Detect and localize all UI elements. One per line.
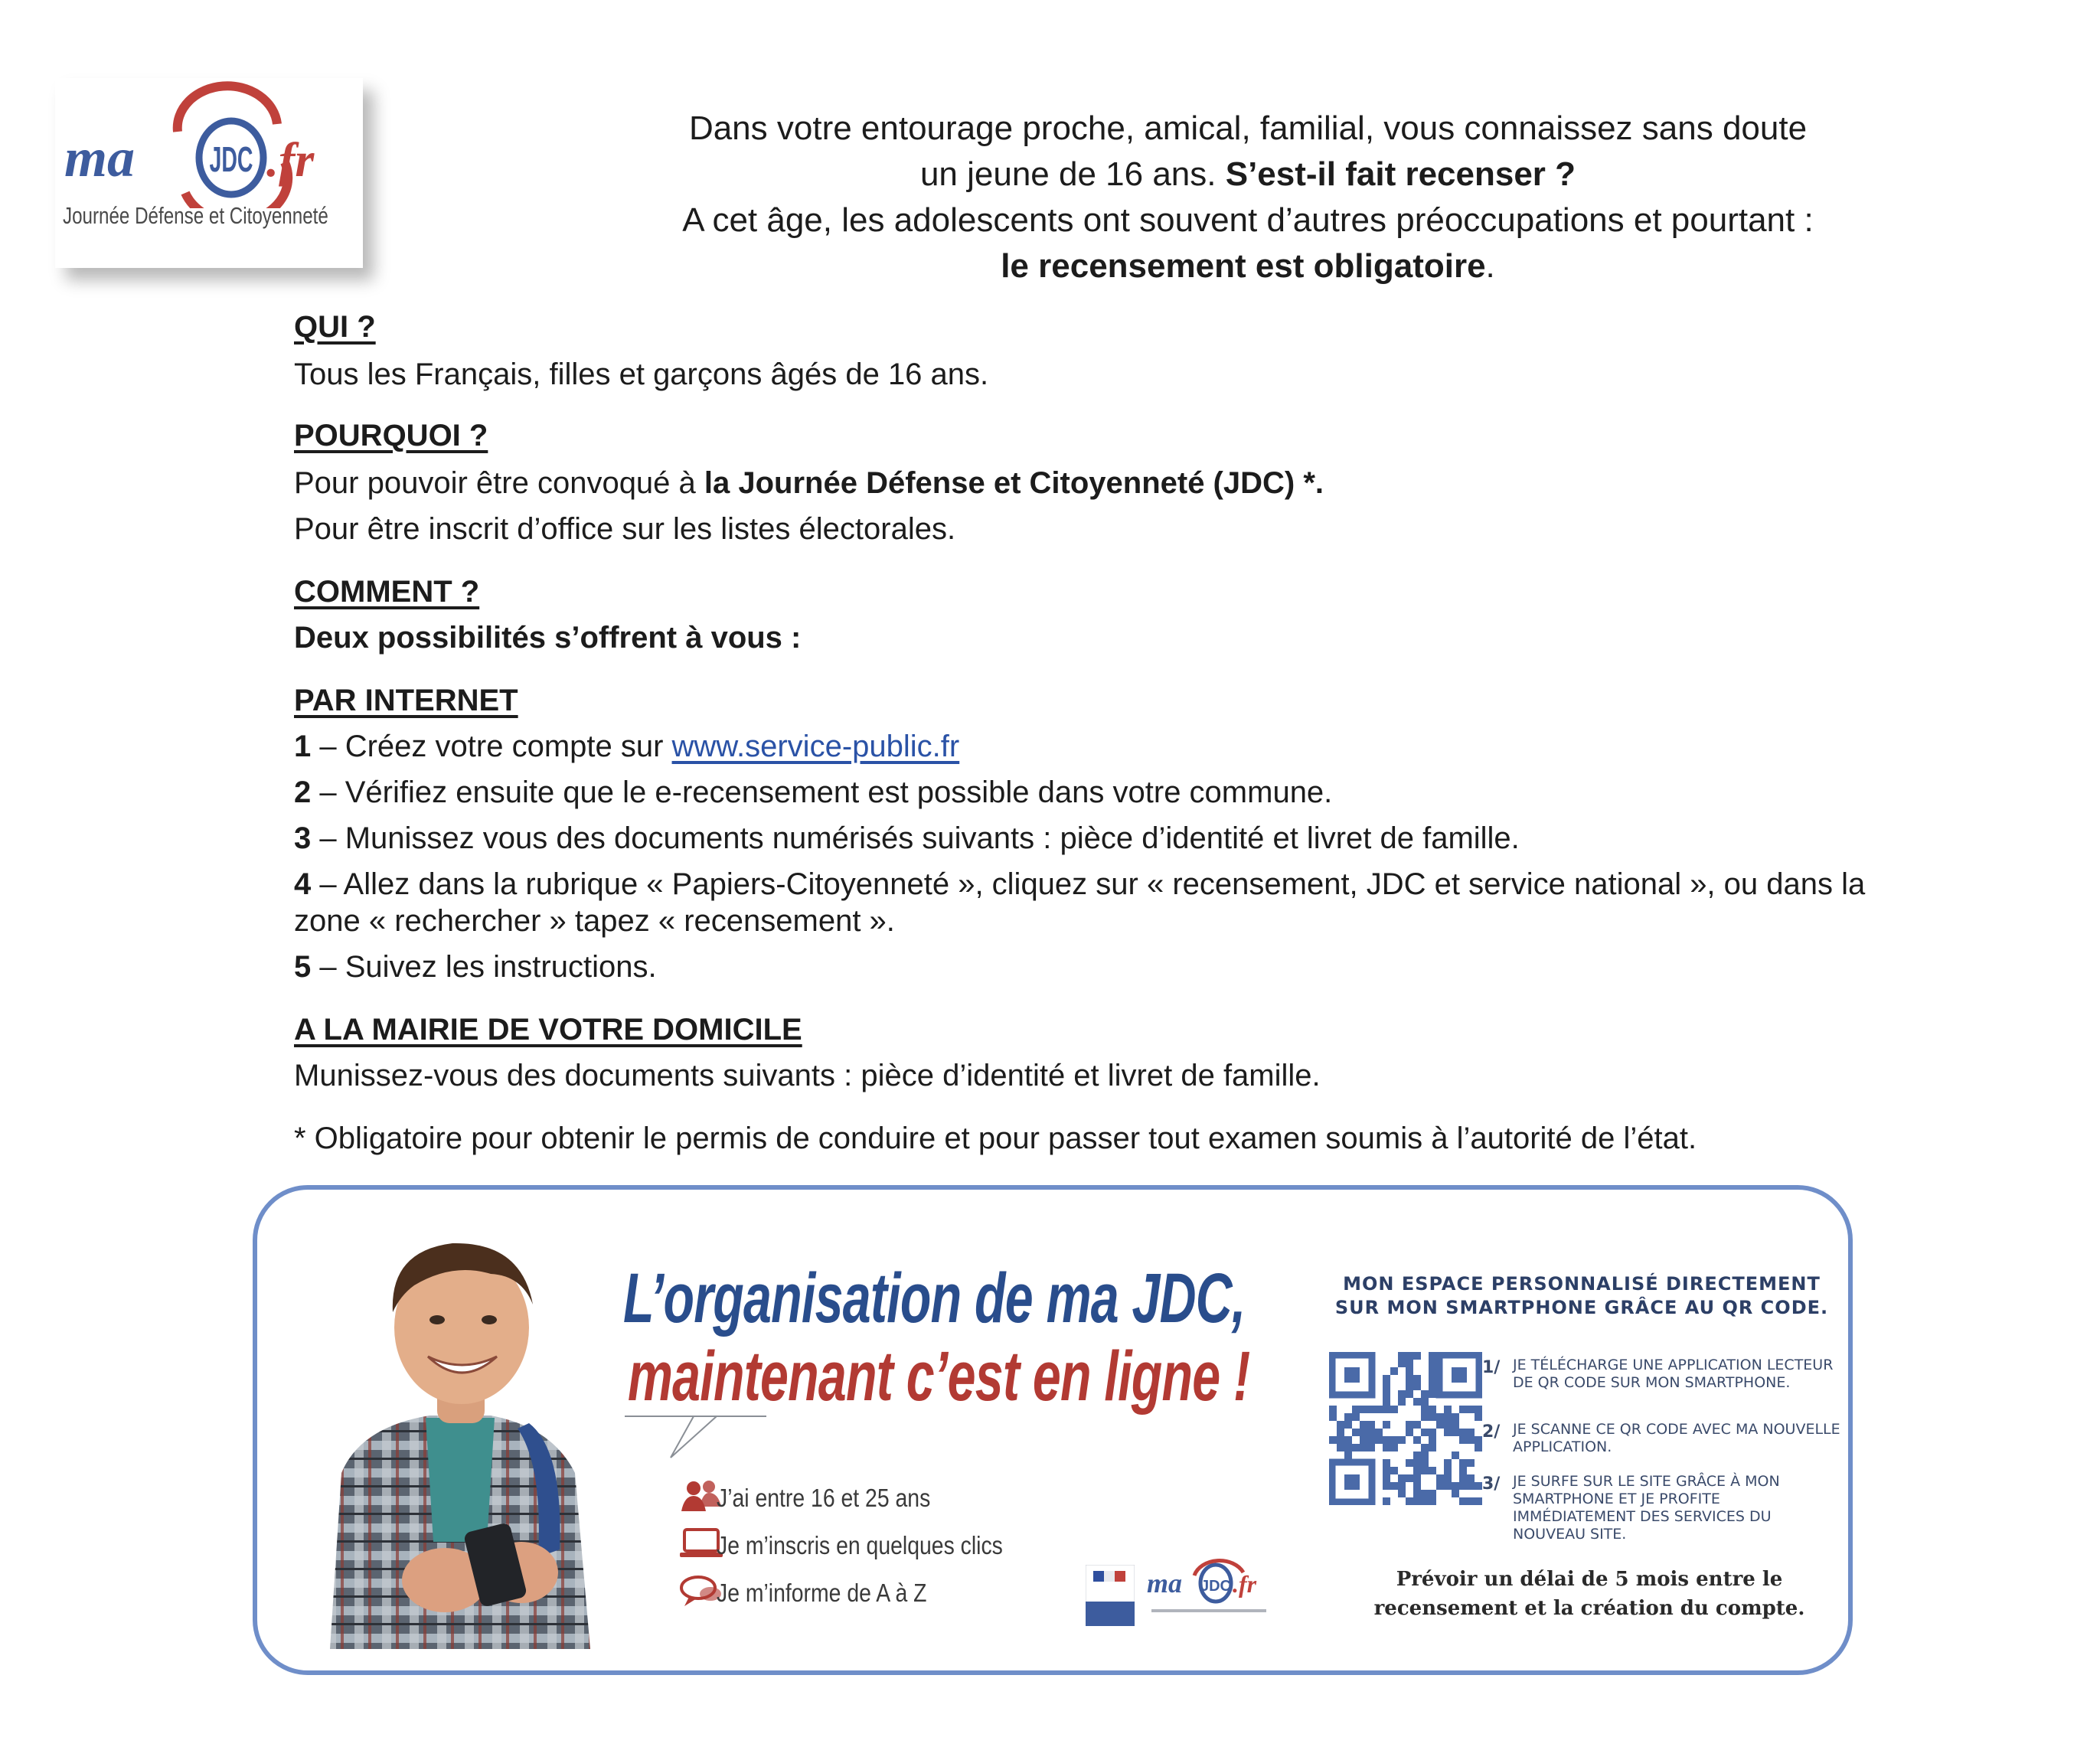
step-number: 5 xyxy=(294,950,312,984)
internet-step-5 xyxy=(294,948,657,986)
intro-line-2 xyxy=(597,152,1899,198)
heading-comment: COMMENT ? xyxy=(294,575,480,609)
step-text: – Vérifiez ensuite que le e-recensement est possible dans votre commune. xyxy=(311,776,1333,809)
internet-step-1 xyxy=(294,727,959,766)
intro-paragraph xyxy=(597,106,1899,289)
intro-line-4-bold: le recensement est obligatoire xyxy=(1001,247,1486,285)
young-man-illustration xyxy=(299,1220,621,1649)
slogan-line-2: maintenant c’est en ligne ! xyxy=(628,1337,1250,1416)
step-text: – Allez dans la rubrique « Papiers-Citoyenneté », cliquez sur « recensement, JDC et service national », ou dans la xyxy=(311,867,1866,901)
heading-mairie: A LA MAIRIE DE VOTRE DOMICILE xyxy=(294,1013,802,1047)
intro-line-4 xyxy=(597,243,1899,289)
logo-brand-mid: JDC xyxy=(209,140,253,180)
pourquoi-line-1 xyxy=(294,464,1324,502)
mairie-text: Munissez-vous des documents suivants : pièce d’identité et livret de famille. xyxy=(294,1059,1321,1092)
qr-code[interactable] xyxy=(1329,1352,1482,1505)
feature-info: Je m’informe de A à Z xyxy=(717,1579,927,1607)
qr-step-3-number: 3/ xyxy=(1482,1474,1501,1494)
step-text: – Suivez les instructions. xyxy=(311,950,657,984)
step-text: – Munissez vous des documents numérisés suivants : pièce d’identité et livret de famille. xyxy=(311,821,1520,855)
feature-age: J’ai entre 16 et 25 ans xyxy=(717,1484,931,1512)
step-text: – Créez votre compte sur xyxy=(311,730,672,763)
step-number: 2 xyxy=(294,776,312,809)
internet-step-4 xyxy=(294,865,1865,903)
intro-line-3: A cet âge, les adolescents ont souvent d’autres préoccupations et pourtant : xyxy=(682,201,1814,239)
slogan-line-1: L’organisation de ma JDC, xyxy=(623,1259,1246,1337)
speech-bubble-tail xyxy=(625,1415,778,1461)
qr-step-2-number: 2/ xyxy=(1482,1422,1501,1442)
qr-step-2-text: JE SCANNE CE QR CODE AVEC MA NOUVELLE APPLICATION. xyxy=(1513,1421,1840,1455)
logo-brand-left: ma xyxy=(64,127,136,188)
qr-title xyxy=(1314,1272,1850,1320)
step-number: 4 xyxy=(294,867,312,901)
intro-line-2-plain: un jeune de 16 ans. xyxy=(919,155,1226,193)
heading-qui: QUI ? xyxy=(294,310,376,344)
comment-text: Deux possibilités s’offrent à vous : xyxy=(294,621,802,655)
small-logo-right: .fr xyxy=(1233,1570,1257,1598)
pourquoi-line-1-bold: la Journée Défense et Citoyenneté (JDC) *. xyxy=(704,466,1324,500)
qr-title-line-1: MON ESPACE PERSONNALISÉ DIRECTEMENT xyxy=(1343,1273,1821,1295)
small-logo-mid: JDC xyxy=(1200,1578,1232,1595)
qr-step-3-text: JE SURFE SUR LE SITE GRÂCE À MON SMARTPHONE ET JE PROFITE IMMÉDIATEMENT DES SERVICES DU NOUVEAU SITE. xyxy=(1513,1473,1780,1543)
jdc-small-logo xyxy=(1145,1559,1275,1620)
delay-note xyxy=(1314,1565,1865,1623)
intro-line-1: Dans votre entourage proche, amical, familial, vous connaissez sans doute xyxy=(688,109,1808,147)
step-number: 1 xyxy=(294,730,312,763)
delay-note-line-2: recensement et la création du compte. xyxy=(1373,1597,1805,1620)
service-public-link[interactable]: www.service-public.fr xyxy=(671,730,960,763)
small-logo-left: ma xyxy=(1147,1568,1183,1598)
feature-signup: Je m’inscris en quelques clics xyxy=(717,1531,1003,1559)
logo-subtitle: Journée Défense et Citoyenneté xyxy=(63,202,328,229)
jdc-online-banner xyxy=(253,1185,1853,1675)
logo-brand-right: .fr xyxy=(266,132,315,187)
internet-step-3 xyxy=(294,819,1520,857)
internet-step-2 xyxy=(294,773,1332,811)
qr-title-line-2: SUR MON SMARTPHONE GRÂCE AU QR CODE. xyxy=(1334,1297,1829,1318)
qr-step-1-number: 1/ xyxy=(1482,1358,1501,1377)
intro-line-4-end: . xyxy=(1485,247,1495,285)
internet-step-4-continued: zone « rechercher » tapez « recensement ». xyxy=(294,904,895,938)
qr-step-1-text: JE TÉLÉCHARGE UNE APPLICATION LECTEUR DE QR CODE SUR MON SMARTPHONE. xyxy=(1513,1357,1834,1391)
step-number: 3 xyxy=(294,821,312,855)
jdc-logo-mark xyxy=(55,78,363,208)
delay-note-line-1: Prévoir un délai de 5 mois entre le xyxy=(1396,1568,1783,1591)
pourquoi-line-2: Pour être inscrit d’office sur les listes électorales. xyxy=(294,512,956,546)
jdc-logo xyxy=(55,78,363,268)
republique-francaise-emblem xyxy=(1086,1565,1135,1626)
qui-text: Tous les Français, filles et garçons âgés de 16 ans. xyxy=(294,358,989,391)
heading-pourquoi: POURQUOI ? xyxy=(294,419,488,452)
intro-line-2-bold: S’est-il fait recenser ? xyxy=(1225,155,1576,193)
heading-par-internet: PAR INTERNET xyxy=(294,684,518,717)
pourquoi-line-1-plain: Pour pouvoir être convoqué à xyxy=(294,466,704,500)
footnote: * Obligatoire pour obtenir le permis de conduire et pour passer tout examen soumis à l’autorité de l’état. xyxy=(294,1122,1697,1155)
